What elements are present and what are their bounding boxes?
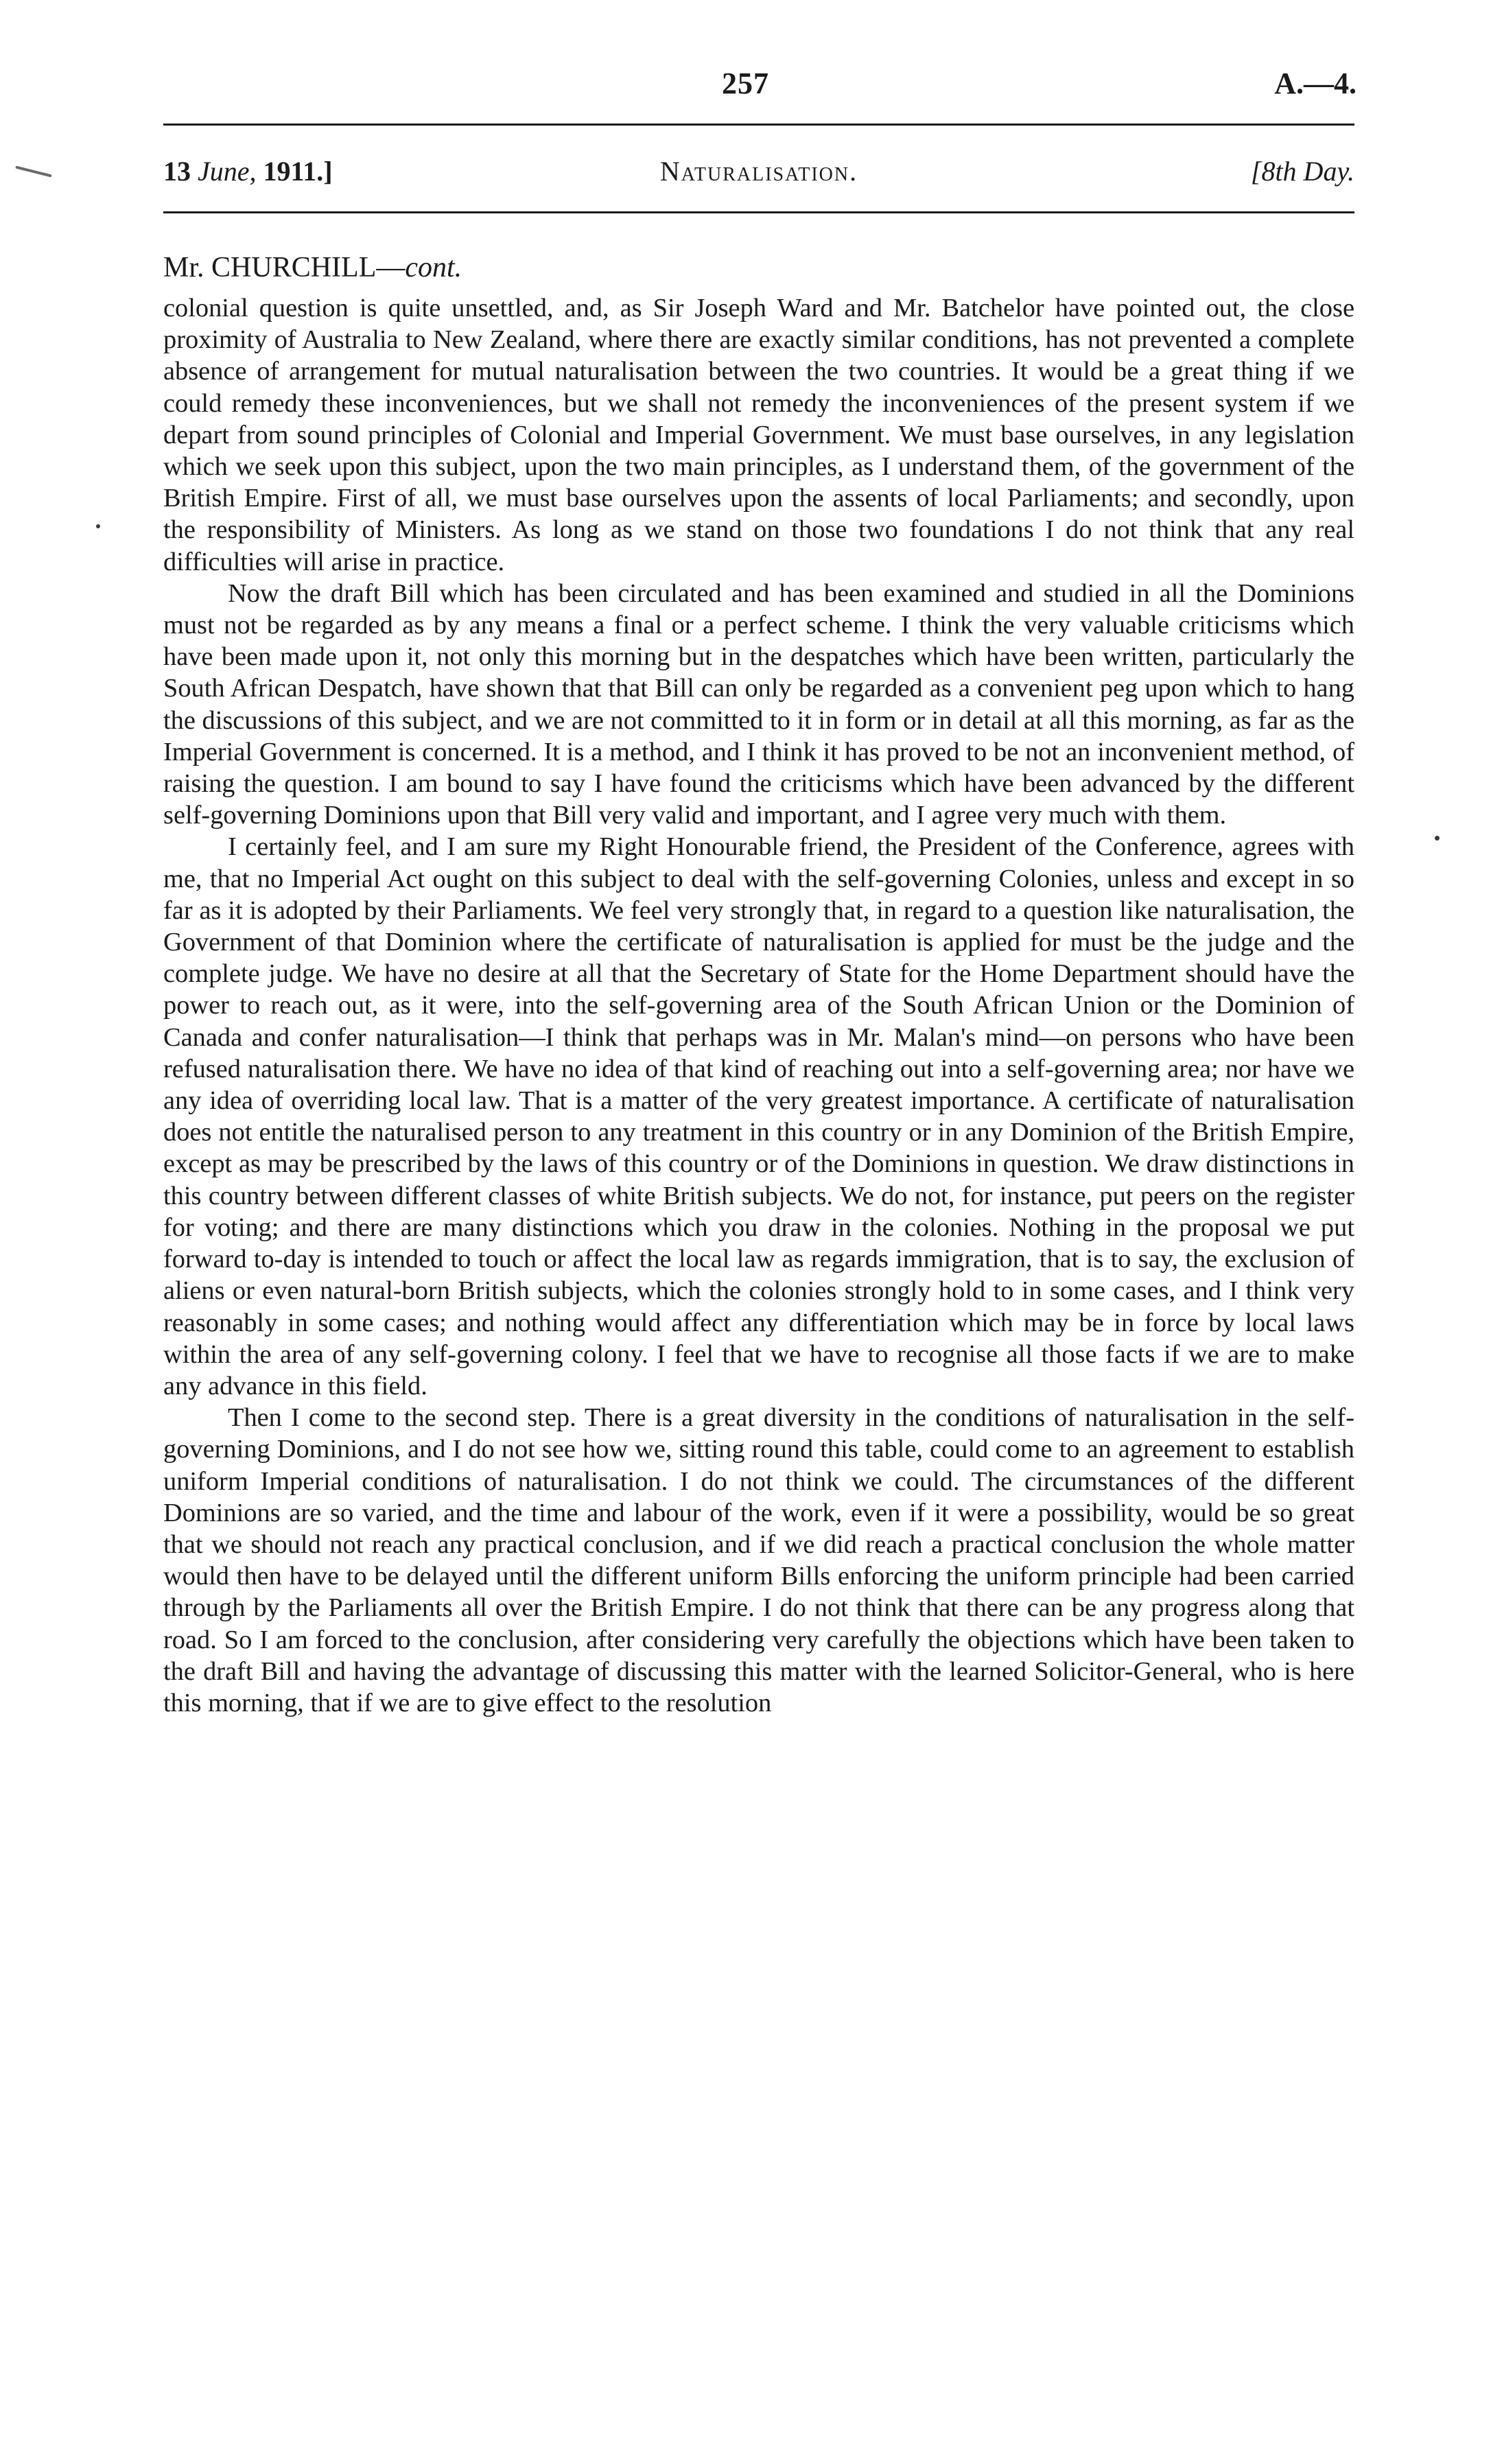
header-rule-bottom [163,211,1354,213]
document-reference: A.—4. [1274,67,1357,100]
header-rule-top [163,124,1354,126]
paragraph: Now the draft Bill which has been circulated and has been examined and studied in all the Dominions must not be regarded as by any means a final or a perfect scheme. I think the very valuable criticisms which have been made upon it, not only this morning but in the despatches which have been written, particularly the South African Despatch, have shown that that Bill can only be regarded as a convenient peg upon which to hang the discussions of this subject, and we are not committed to it in form or in detail at all this morning, as far as the Imperial Government is concerned. It is a method, and I think it has proved to be not an inconvenient method, of raising the question. I am bound to say I have found the criticisms which have been advanced by the different self-governing Dominions upon that Bill very valid and important, and I agree very much with them. [163,578,1354,830]
running-header [163,155,1354,196]
header-day: [8th Day. [1250,156,1354,187]
header-title: Naturalisation. [659,156,858,187]
speaker-heading [163,251,462,284]
paragraph: colonial question is quite unsettled, and, as Sir Joseph Ward and Mr. Batchelor have pointed out, the close proximity of Australia to New Zealand, where there are exactly similar conditions, has not prevented a complete absence of arrangement for mutual naturalisation between the two countries. It would be a great thing if we could remedy these inconveniences, but we shall not remedy the inconveniences of the present system if we depart from sound principles of Colonial and Imperial Government. We must base ourselves, in any legislation which we seek upon this subject, upon the two main principles, as I understand them, of the government of the British Empire. First of all, we must base ourselves upon the assents of local Parliaments; and secondly, upon the responsibility of Ministers. As long as we stand on those two foundations I do not think that any real difficulties will arise in practice. [163,294,1354,576]
speaker-cont: cont. [405,252,462,283]
scan-mark [15,166,51,178]
header-date-day: 13 [163,156,191,187]
page-number: 257 [722,67,769,100]
speaker-name: Mr. CHURCHILL— [163,252,406,283]
scan-dot [96,524,100,528]
paragraph: Then I come to the second step. There is a great diversity in the conditions of naturalisation in the self-governing Dominions, and I do not see how we, sitting round this table, could come to an agreement to establish uniform Imperial conditions of naturalisation. I do not think we could. The circumstances of the different Dominions are so varied, and the time and labour of the work, even if it were a possibility, would be so great that we should not reach any practical conclusion, and if we did reach a practical conclusion the whole matter would then have to be delayed until the different uniform Bills enforcing the uniform principle had been carried through by the Parliaments all over the British Empire. I do not think that there can be any progress along that road. So I am forced to the conclusion, after considering very carefully the objections which have been taken to the draft Bill and having the advantage of discussing this matter with the learned Solicitor-General, who is here this morning, that if we are to give effect to the resolution [163,1403,1354,1717]
scan-dot [1435,836,1440,841]
body-text [163,292,1354,1719]
paragraph: I certainly feel, and I am sure my Right Honourable friend, the President of the Conference, agrees with me, that no Imperial Act ought on this subject to deal with the self-governing Colonies, unless and except in so far as it is adopted by their Parliaments. We feel very strongly that, in regard to a question like naturalisation, the Government of that Dominion where the certificate of naturalisation is applied for must be the judge and the complete judge. We have no desire at all that the Secretary of State for the Home Department should have the power to reach out, as it were, into the self-governing area of the South African Union or the Dominion of Canada and confer naturalisation—I think that perhaps was in Mr. Malan's mind—on persons who have been refused naturalisation there. We have no idea of that kind of reaching out into a self-governing area; nor have we any idea of overriding local law. That is a matter of the very greatest importance. A certificate of naturalisation does not entitle the naturalised person to any treatment in this country or in any Dominion of the British Empire, except as may be prescribed by the laws of this country or of the Dominions in question. We draw distinctions in this country between different classes of white British subjects. We do not, for instance, put peers on the register for voting; and there are many distinctions which you draw in the colonies. Nothing in the proposal we put forward to-day is intended to touch or affect the local law as regards immigration, that is to say, the exclusion of aliens or even natural-born British subjects, which the colonies strongly hold to in some cases, and I think very reasonably in some cases; and nothing would affect any differentiation which may be in force by local laws within the area of any self-governing colony. I feel that we have to recognise all those facts if we are to make any advance in this field. [163,832,1354,1400]
header-date-year: 1911.] [263,156,333,187]
header-date-month: June, [198,156,257,187]
